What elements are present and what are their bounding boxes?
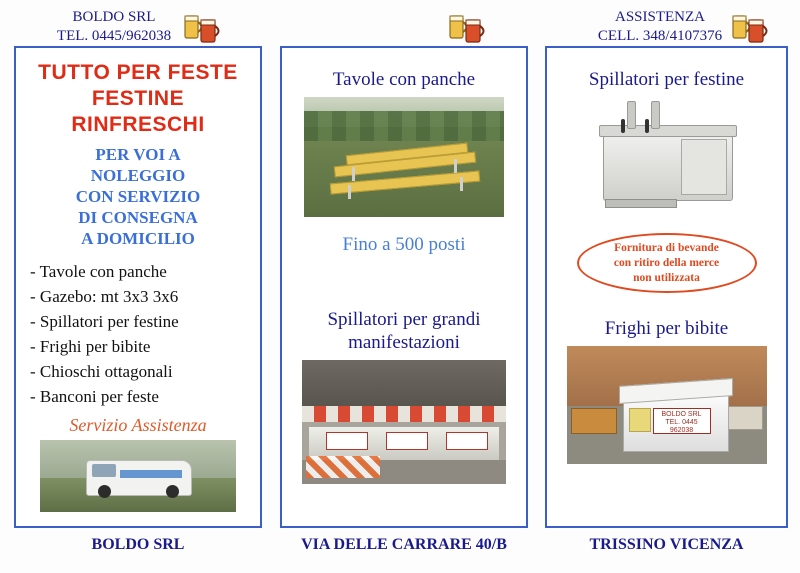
fridge-label [653,408,711,434]
services-title-line-1: TUTTO PER FESTE [38,61,238,84]
list-item: - Gazebo: mt 3x3 3x6 [30,287,179,306]
header-right-title: ASSISTENZA [614,9,705,25]
beer-mugs-icon [730,8,772,44]
footer-city: TRISSINO VICENZA [589,536,744,553]
services-list [30,259,260,409]
beer-mugs-icon [447,8,489,44]
panel-tables-and-bars [280,46,528,528]
assistance-note: Servizio Assistenza [69,415,207,435]
large-events-caption-line-2: manifestazioni [348,332,460,353]
note-line-2: con ritiro della merce [613,256,720,269]
beverage-supply-note-text [602,241,731,286]
footer-company: BOLDO SRL [91,536,185,553]
services-title-line-2: FESTINE [91,87,185,110]
large-events-caption-line-1: Spillatori per grandi [327,309,481,330]
large-events-caption [282,308,526,354]
header-left-phone: TEL. 0445/962038 [56,28,172,44]
panel-services [14,46,262,528]
list-item: - Chioschi ottagonali [30,362,173,381]
services-subtitle-line-4: DI CONSEGNA [78,208,198,227]
list-item: - Frighi per bibite [30,337,151,356]
capacity-caption: Fino a 500 posti [342,234,466,255]
large-bar-counter-photo [302,360,506,484]
fridges-caption: Frighi per bibite [604,318,729,339]
list-item: - Tavole con panche [30,262,167,281]
note-line-3: non utilizzata [633,271,700,284]
footer-address: VIA DELLE CARRARE 40/B [301,536,507,553]
header-right-phone: CELL. 348/4107376 [597,28,723,44]
fridge-label-line-2: TEL. 0445 962038 [665,419,698,434]
beer-mugs-icon [182,8,224,44]
beverage-supply-note [577,233,757,293]
delivery-van-photo [40,440,236,512]
list-item: - Spillatori per festine [30,312,179,331]
header-left-company: BOLDO SRL [72,9,156,25]
fridge-label-line-1: BOLDO SRL [661,411,702,418]
beer-dispenser-photo [569,99,765,221]
tables-and-benches-photo [304,97,504,217]
services-subtitle-line-2: NOLEGGIO [90,166,186,185]
services-subtitle-line-1: PER VOI A [95,145,181,164]
services-title-line-3: RINFRESCHI [71,113,205,136]
note-line-1: Fornitura di bevande [614,241,719,254]
panel-dispensers-and-fridges [545,46,788,528]
services-subtitle-line-3: CON SERVIZIO [75,187,201,206]
list-item: - Banconi per feste [30,387,159,406]
dispensers-caption: Spillatori per festine [588,69,745,90]
services-title [16,60,260,138]
services-subtitle-line-5: A DOMICILIO [81,229,195,248]
services-subtitle [16,144,260,249]
tables-caption: Tavole con panche [332,69,476,90]
drinks-fridge-photo [567,346,767,464]
